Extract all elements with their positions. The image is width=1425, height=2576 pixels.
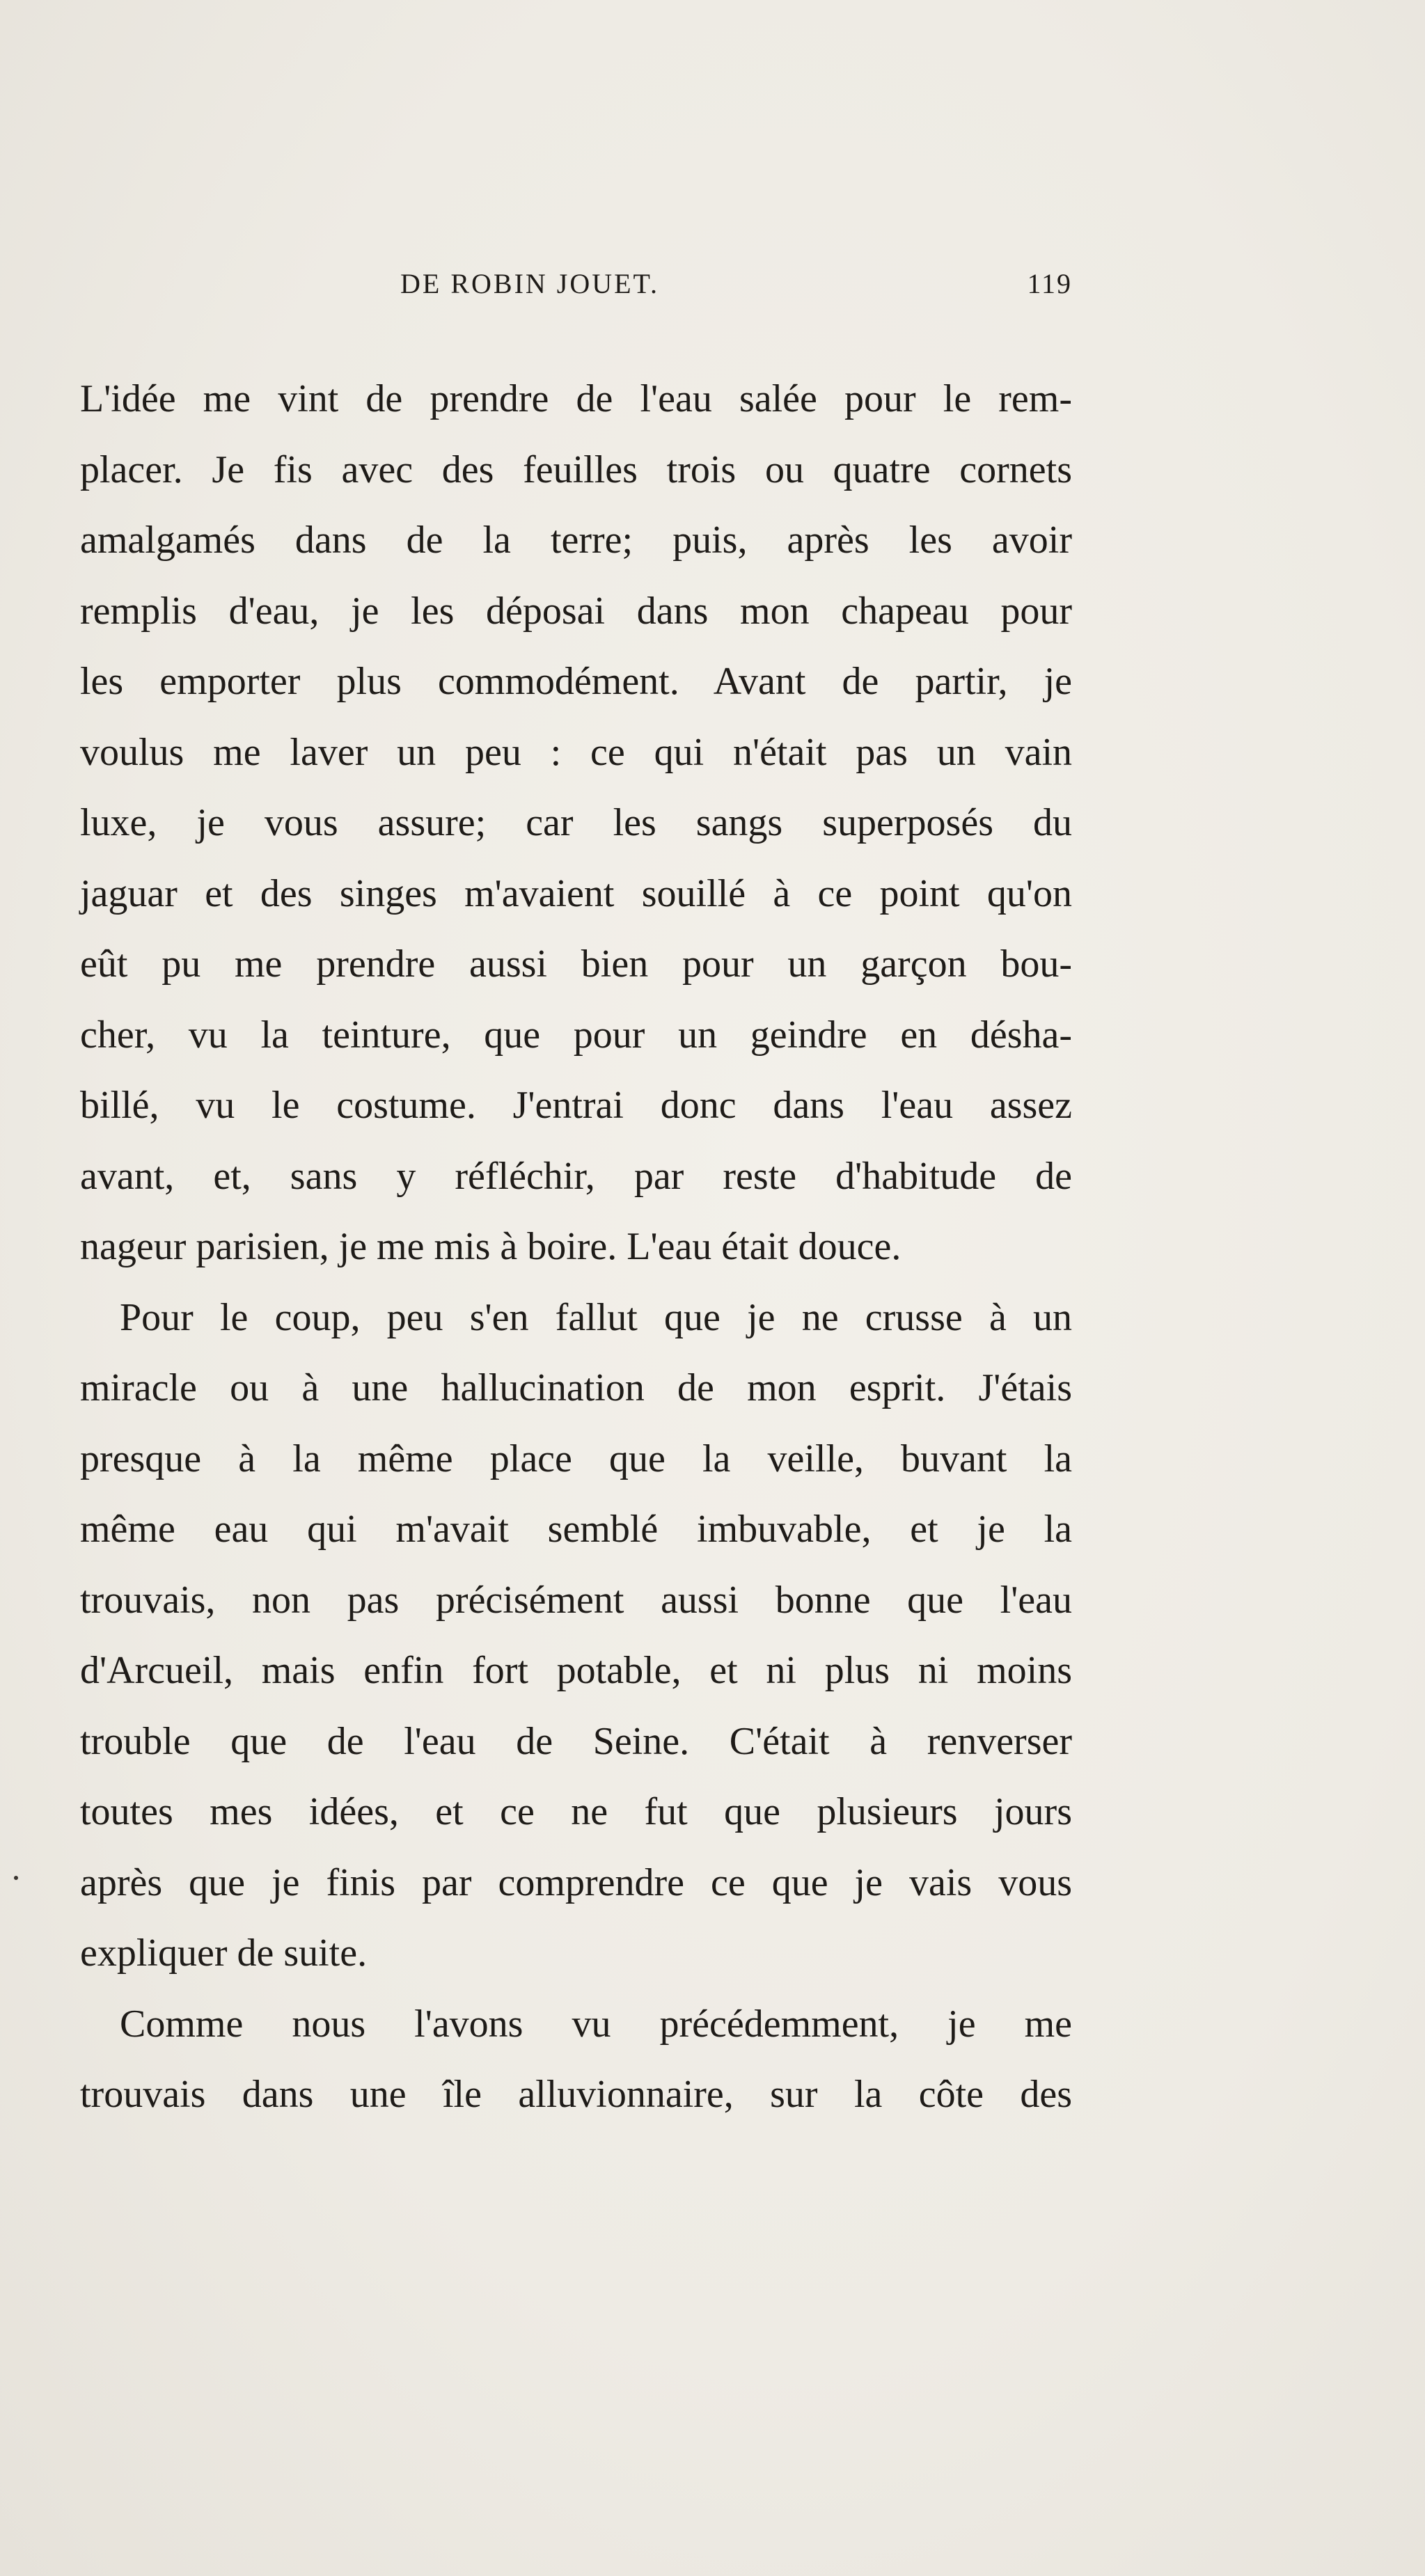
text-line: avant, et, sans y réfléchir, par reste d'habitude de (80, 1154, 1072, 1198)
text-line: luxe, je vous assure; car les sangs superposés du (80, 801, 1072, 844)
text-line: les emporter plus commodément. Avant de partir, je (80, 660, 1072, 703)
text-line: remplis d'eau, je les déposai dans mon chapeau pour (80, 589, 1072, 633)
text-line: expliquer de suite. (80, 1931, 368, 1975)
running-title: DE ROBIN JOUET. (400, 268, 660, 299)
text-line: miracle ou à une hallucination de mon esprit. J'étais (80, 1366, 1072, 1409)
text-line: Pour le coup, peu s'en fallut que je ne crusse à un (120, 1295, 1072, 1339)
text-line: nageur parisien, je me mis à boire. L'eau était douce. (80, 1225, 902, 1268)
text-line: trouvais dans une île alluvionnaire, sur la côte des (80, 2073, 1072, 2116)
text-line: même eau qui m'avait semblé imbuvable, et je la (80, 1508, 1072, 1551)
running-head (80, 263, 1072, 305)
text-line: cher, vu la teinture, que pour un geindre en désha- (80, 1013, 1072, 1057)
text-line: jaguar et des singes m'avaient souillé à ce point qu'on (80, 871, 1072, 915)
text-line: voulus me laver un peu : ce qui n'était pas un vain (80, 730, 1072, 774)
text-line: placer. Je fis avec des feuilles trois ou quatre cornets (80, 448, 1072, 491)
text-line: L'idée me vint de prendre de l'eau salée pour le rem- (80, 377, 1072, 420)
text-line: trouble que de l'eau de Seine. C'était à renverser (80, 1719, 1072, 1763)
text-line: après que je finis par comprendre ce que je vais vous (80, 1860, 1072, 1904)
text-line: toutes mes idées, et ce ne fut que plusieurs jours (80, 1790, 1072, 1833)
page-number: 119 (1027, 268, 1072, 299)
body-text (80, 364, 1072, 2131)
text-line: d'Arcueil, mais enfin fort potable, et ni plus ni moins (80, 1649, 1072, 1692)
text-line: eût pu me prendre aussi bien pour un garçon bou- (80, 942, 1072, 986)
text-line: billé, vu le costume. J'entrai donc dans l'eau assez (80, 1084, 1072, 1127)
paper-speck (14, 1876, 18, 1880)
text-line: trouvais, non pas précisément aussi bonne que l'eau (80, 1578, 1072, 1622)
text-line: amalgamés dans de la terre; puis, après les avoir (80, 519, 1072, 562)
text-line: presque à la même place que la veille, buvant la (80, 1437, 1072, 1480)
text-line: Comme nous l'avons vu précédemment, je me (120, 2002, 1072, 2046)
